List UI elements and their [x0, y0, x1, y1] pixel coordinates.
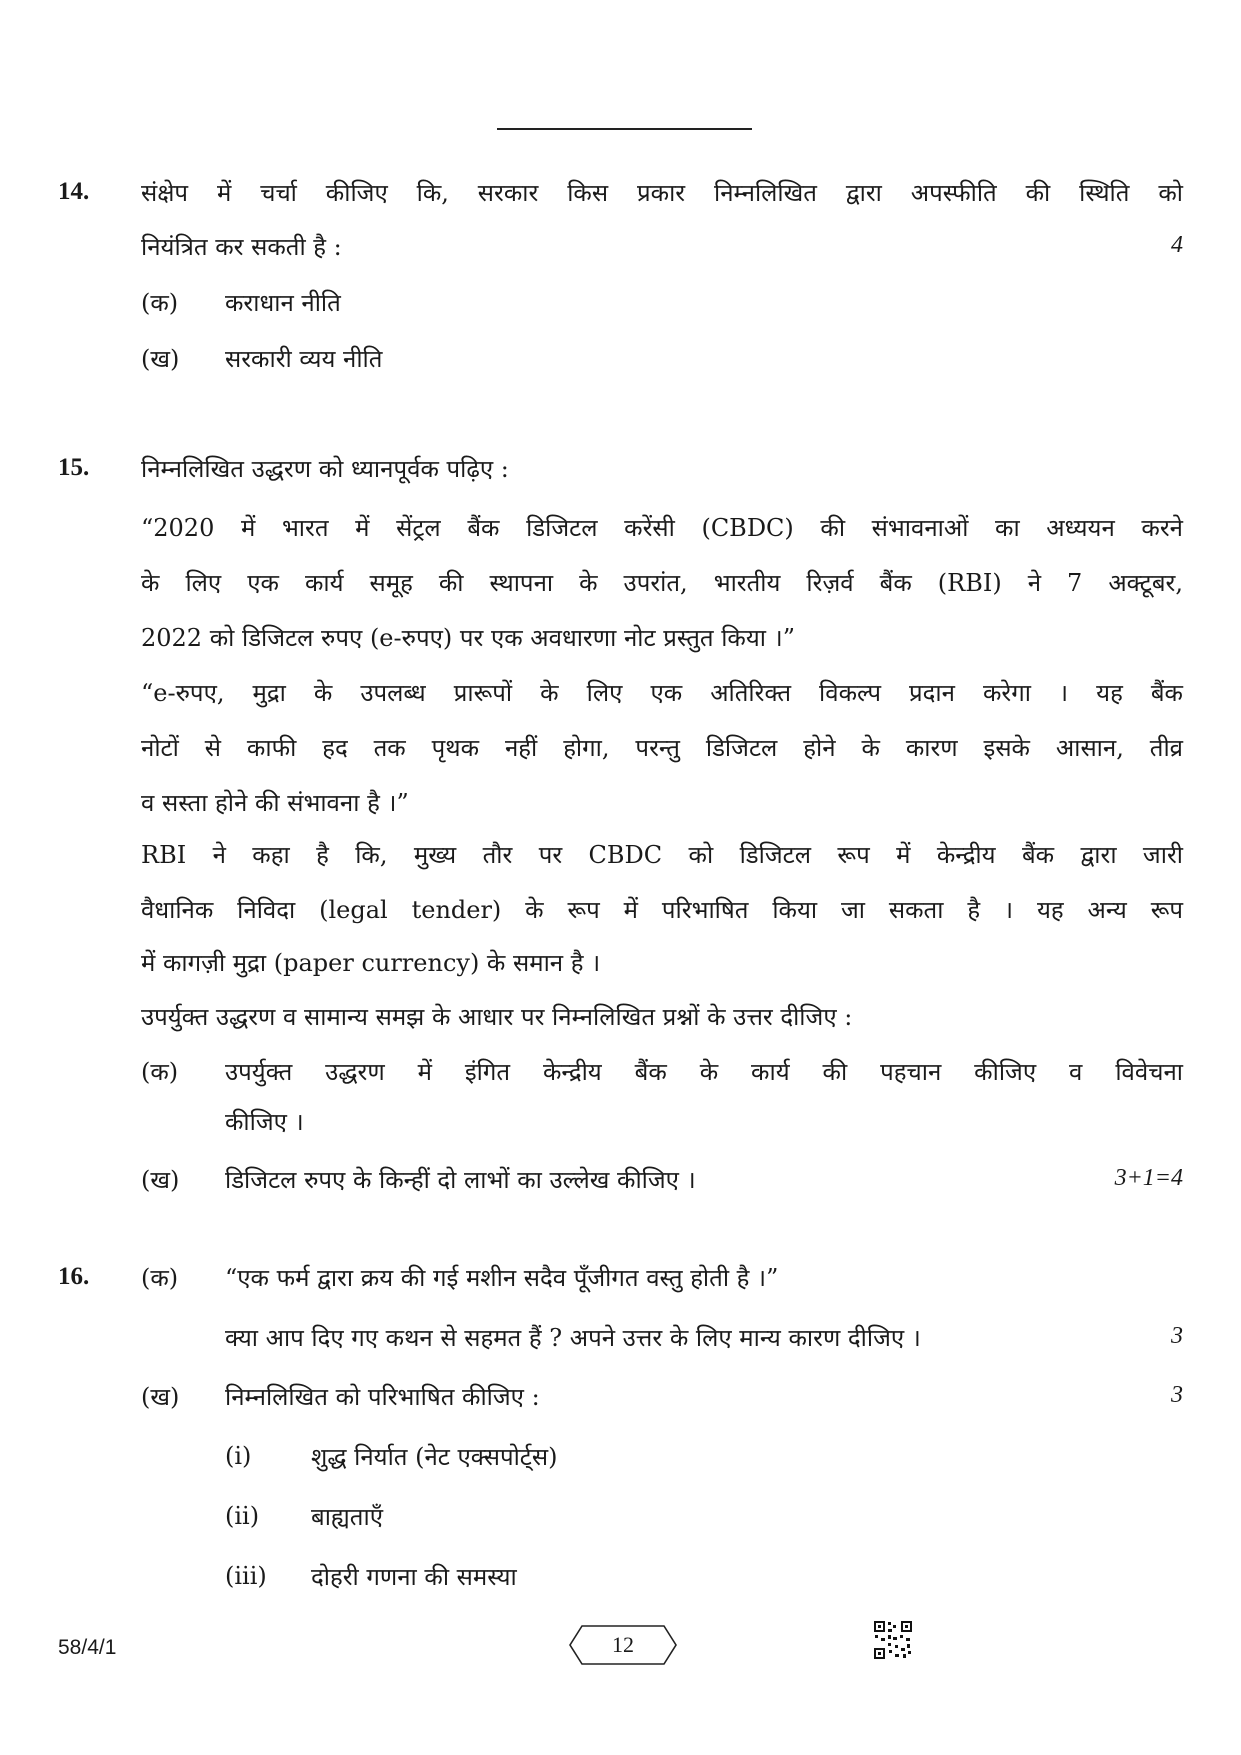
paper-code: 58/4/1 — [58, 1636, 117, 1659]
passage-line: के लिए एक कार्य समूह की स्थापना के उपरांत, भारतीय रिज़र्व बैंक (RBI) ने 7 अक्टूबर, — [141, 569, 1183, 597]
qr-code-icon — [873, 1620, 913, 1660]
passage-line: RBI ने कहा है कि, मुख्य तौर पर CBDC को डिजिटल रूप में केन्द्रीय बैंक द्वारा जारी — [141, 841, 1183, 869]
part-text: कीजिए । — [225, 1108, 304, 1136]
passage-line: वैधानिक निविदा (legal tender) के रूप में परिभाषित किया जा सकता है । यह अन्य रूप — [141, 896, 1183, 924]
item-text: बाह्यताएँ — [311, 1503, 383, 1531]
part-label: (क) — [141, 1058, 179, 1086]
passage-line: में कागज़ी मुद्रा (paper currency) के समान है । — [141, 949, 601, 977]
item-text: दोहरी गणना की समस्या — [311, 1563, 517, 1591]
part-label: (ख) — [141, 345, 180, 373]
question-number: 14. — [58, 178, 90, 205]
part-label: (ख) — [141, 1166, 180, 1194]
question-number: 16. — [58, 1263, 90, 1290]
marks: 3+1=4 — [1114, 1165, 1183, 1191]
part-text: डिजिटल रुपए के किन्हीं दो लाभों का उल्लेख कीजिए । — [225, 1166, 696, 1194]
part-text: क्या आप दिए गए कथन से सहमत हैं ? अपने उत्तर के लिए मान्य कारण दीजिए । — [225, 1324, 921, 1352]
question-text: नियंत्रित कर सकती है : — [141, 233, 342, 261]
part-text: कराधान नीति — [225, 289, 341, 317]
marks: 4 — [1171, 232, 1183, 258]
question-text: संक्षेप में चर्चा कीजिए कि, सरकार किस प्रकार निम्नलिखित द्वारा अपस्फीति की स्थिति को — [141, 179, 1183, 207]
item-label: (iii) — [225, 1562, 267, 1590]
part-text: उपर्युक्त उद्धरण में इंगित केन्द्रीय बैंक के कार्य की पहचान कीजिए व विवेचना — [225, 1058, 1183, 1086]
marks: 3 — [1171, 1382, 1183, 1408]
instruction: उपर्युक्त उद्धरण व सामान्य समझ के आधार पर निम्नलिखित प्रश्नों के उत्तर दीजिए : — [141, 1003, 853, 1031]
passage-line: “e-रुपए, मुद्रा के उपलब्ध प्रारूपों के लिए एक अतिरिक्त विकल्प प्रदान करेगा । यह बैंक — [141, 679, 1183, 707]
passage-line: 2022 को डिजिटल रुपए (e-रुपए) पर एक अवधारणा नोट प्रस्तुत किया ।” — [141, 624, 795, 652]
part-text: सरकारी व्यय नीति — [225, 345, 383, 373]
item-text: शुद्ध निर्यात (नेट एक्सपोर्ट्स) — [311, 1443, 558, 1471]
item-label: (i) — [225, 1442, 252, 1470]
page-number — [568, 1624, 678, 1666]
part-label: (क) — [141, 289, 179, 317]
part-label: (ख) — [141, 1383, 180, 1411]
part-label: (क) — [141, 1264, 179, 1292]
top-divider — [497, 128, 752, 130]
page-number-text: 12 — [612, 1632, 634, 1657]
passage-line: नोटों से काफी हद तक पृथक नहीं होगा, परन्तु डिजिटल होने के कारण इसके आसान, तीव्र — [141, 734, 1183, 762]
marks: 3 — [1171, 1323, 1183, 1349]
passage-line: व सस्ता होने की संभावना है ।” — [141, 789, 409, 817]
passage-line: “2020 में भारत में सेंट्रल बैंक डिजिटल करेंसी (CBDC) की संभावनाओं का अध्ययन करने — [141, 514, 1183, 542]
item-label: (ii) — [225, 1502, 260, 1530]
part-text: “एक फर्म द्वारा क्रय की गई मशीन सदैव पूँजीगत वस्तु होती है ।” — [225, 1264, 779, 1292]
part-text: निम्नलिखित को परिभाषित कीजिए : — [225, 1383, 540, 1411]
question-number: 15. — [58, 454, 90, 481]
question-intro: निम्नलिखित उद्धरण को ध्यानपूर्वक पढ़िए : — [141, 455, 509, 483]
